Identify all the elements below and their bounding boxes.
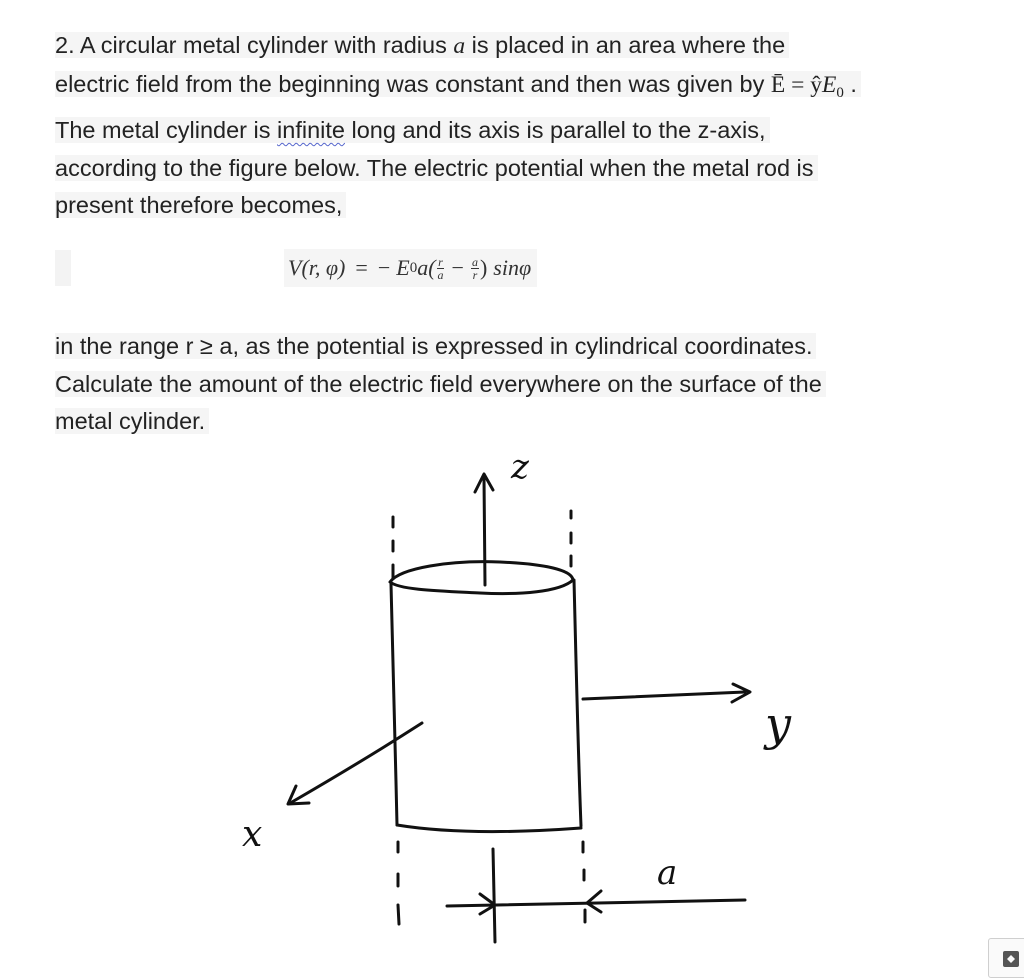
equation-indent-block xyxy=(55,250,71,286)
text-segment: present therefore becomes, xyxy=(55,192,346,218)
text-segment: The metal cylinder is xyxy=(55,117,278,143)
cylinder-bottom-edge xyxy=(397,825,581,832)
problem-line-4 xyxy=(55,150,861,188)
problem-statement xyxy=(55,27,861,225)
y-axis-label: y xyxy=(765,697,791,751)
problem-line-5 xyxy=(55,187,861,225)
text-segment: metal cylinder. xyxy=(55,408,209,434)
fraction-numerator: r xyxy=(438,254,443,269)
fraction-denominator: r xyxy=(472,267,478,282)
text-segment: . xyxy=(843,70,857,97)
dashed-guide-left-bottom xyxy=(398,842,399,924)
dimension-line-a xyxy=(447,900,745,906)
task-line-2 xyxy=(55,366,826,404)
equation-close-paren: ) xyxy=(479,255,488,280)
task-line-3 xyxy=(55,403,826,441)
x-axis-label: x xyxy=(242,814,263,855)
problem-task xyxy=(55,328,826,441)
field-symbol: Ē xyxy=(770,71,786,98)
equation-subscript: 0 xyxy=(409,260,418,276)
z-axis-label: z xyxy=(511,447,529,487)
problem-line-2 xyxy=(55,66,861,113)
equation-trig: sinφ xyxy=(493,255,532,280)
equation-minus: − xyxy=(377,255,391,280)
potential-equation xyxy=(284,249,537,287)
fraction-r-over-a xyxy=(437,256,445,281)
dimension-arrowhead-left xyxy=(480,894,495,914)
equation-equals: = xyxy=(355,255,368,280)
text-segment: is placed in an area where the xyxy=(465,32,786,58)
dashed-guide-right-bottom xyxy=(583,842,585,922)
text-segment: 2. A circular metal cylinder with radius xyxy=(55,32,454,58)
z-axis-arrowhead xyxy=(475,474,493,492)
center-axis-line xyxy=(493,849,495,942)
subscript: 0 xyxy=(836,84,844,101)
y-axis-arrowhead xyxy=(732,684,750,702)
fraction-numerator: a xyxy=(471,254,478,269)
field-magnitude: E xyxy=(821,71,837,98)
equation-a: a( xyxy=(417,255,436,280)
equation-lhs: V(r, φ) xyxy=(288,255,346,280)
text-segment: electric field from the beginning was constant and then was given by xyxy=(55,70,771,97)
equation-E: E xyxy=(396,255,410,280)
toolbar-icon xyxy=(1003,951,1019,967)
text-segment: in the range r ≥ a, as the potential is expressed in cylindrical coordinates. xyxy=(55,333,816,359)
task-line-1 xyxy=(55,328,826,366)
corner-toolbar-button[interactable] xyxy=(988,938,1024,978)
dimension-arrowhead-right xyxy=(587,891,601,912)
text-segment: Calculate the amount of the electric field everywhere on the surface of the xyxy=(55,371,826,397)
fraction-a-over-r xyxy=(471,256,479,281)
x-axis-arrow xyxy=(292,723,422,802)
radius-variable: a xyxy=(453,33,466,59)
problem-line-3 xyxy=(55,112,861,150)
cylinder-right-side xyxy=(574,580,581,826)
z-axis-arrow xyxy=(484,478,485,585)
y-axis-arrow xyxy=(583,692,745,699)
problem-line-1 xyxy=(55,27,861,66)
x-axis-arrowhead xyxy=(288,786,309,804)
radius-label-a: a xyxy=(657,853,678,893)
equation-minus: − xyxy=(451,255,464,280)
equals-sign: = xyxy=(785,71,811,98)
spellcheck-word[interactable]: infinite xyxy=(277,117,345,143)
unit-vector-y: ŷ xyxy=(810,71,822,98)
text-segment: according to the figure below. The electric potential when the metal rod is xyxy=(55,155,818,181)
cylinder-left-side xyxy=(391,584,397,825)
text-segment: long and its axis is parallel to the z-axis, xyxy=(344,117,766,143)
fraction-denominator: a xyxy=(437,267,444,282)
cylinder-top-ellipse xyxy=(390,562,573,594)
